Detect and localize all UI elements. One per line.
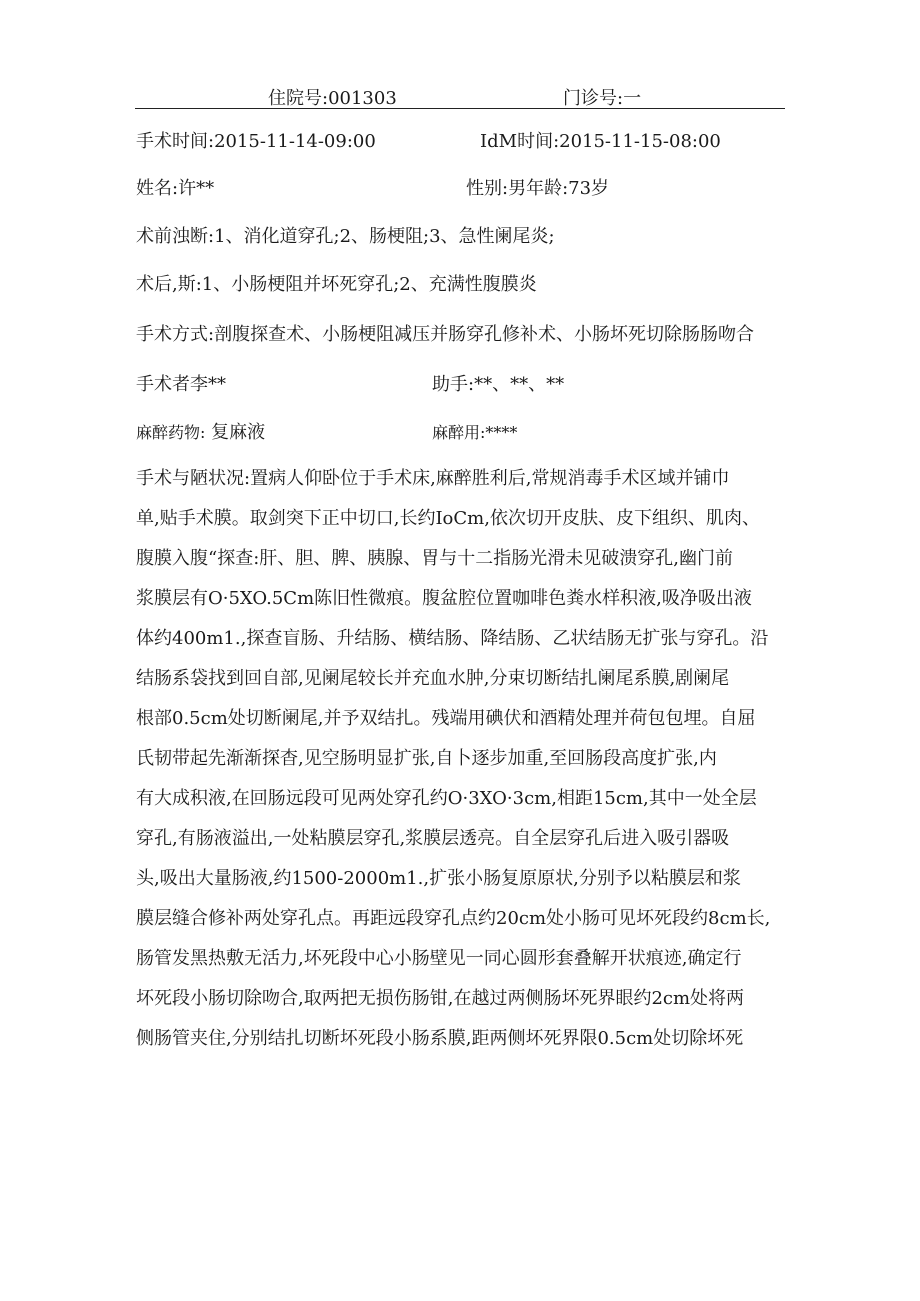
narrative-line: 氏韧带起先渐渐探杳,见空肠明显扩张,自卜逐步加重,至回肠段高度扩张,内 [136, 748, 717, 769]
patient-name: 姓名:许** [136, 178, 215, 199]
narrative-line: 手术与陋状况:置病人仰卧位于手术床,麻醉胜利后,常规消毒手术区域并铺巾 [136, 468, 730, 489]
clinic-label: 门诊号: [563, 88, 624, 109]
narrative-line: 头,吸出大量肠液,约1500-2000m1.,扩张小肠复原原状,分别予以粘膜层和浆 [136, 868, 741, 889]
narrative-line: 肠管发黑热敷无活力,坏死段中心小肠壁见一同心圆形套叠解开状痕迹,确定行 [136, 948, 742, 969]
narrative-line: 穿孔,有肠液溢出,一处粘膜层穿孔,浆膜层透亮。自全层穿孔后进入吸引器吸 [136, 828, 730, 849]
admission-number [268, 84, 397, 110]
admission-label: 住院号: [268, 88, 329, 109]
clinic-value: 一 [623, 88, 642, 109]
narrative-line: 侧肠管夹住,分别结扎切断坏死段小肠系膜,距两侧坏死界限0.5cm处切除坏死 [136, 1028, 744, 1049]
postop-diagnosis: 术后,斯:1、小肠梗阻并坏死穿孔;2、充满性腹膜炎 [136, 274, 537, 295]
idm-time: IdM时间:2015-11-15-08:00 [480, 131, 721, 152]
narrative-line: 浆膜层有O·5XO.5Cm陈旧性微痕。腹盆腔位置咖啡色粪水样积液,吸净吸出液 [136, 588, 752, 609]
procedure: 手术方式:剖腹探查术、小肠梗阻减压并肠穿孔修补术、小肠坏死切除肠肠吻合 [136, 324, 755, 345]
anesthesia-use: 麻醉用:**** [432, 423, 518, 442]
narrative-line: 有大成积液,在回肠远段可见两处穿孔约O·3XO·3cm,相距15cm,其中一处全层 [136, 788, 757, 809]
admission-value: 001303 [328, 88, 397, 109]
narrative-line: 腹膜入腹“探查:肝、胆、脾、胰腺、胃与十二指肠光滑未见破溃穿孔,幽门前 [136, 548, 733, 569]
surgery-narrative [136, 459, 786, 1059]
surgeon: 手术者李** [136, 374, 226, 395]
assistant: 助手:**、**、** [432, 374, 565, 395]
narrative-line: 坏死段小肠切除吻合,取两把无损伤肠钳,在越过两侧肠坏死界眼约2cm处将两 [136, 988, 745, 1009]
narrative-line: 膜层缝合修补两处穿孔点。再距远段穿孔点约20cm处小肠可见坏死段约8cm长, [136, 908, 771, 929]
narrative-line: 单,贴手术膜。取剑突下正中切口,长约IoCm,依次切开皮肤、皮下组织、肌肉、 [136, 508, 760, 529]
preop-diagnosis: 术前浊断:1、消化道穿孔;2、肠梗阻;3、急性阑尾炎; [136, 226, 555, 247]
narrative-line: 体约400m1.,探查盲肠、升结肠、横结肠、降结肠、乙状结肠无扩张与穿孔。沿 [136, 628, 769, 649]
record-header [135, 82, 785, 109]
anesthetic-drug [136, 418, 265, 444]
narrative-line: 根部0.5cm处切断阑尾,并予双结扎。残端用碘伏和酒精处理并荷包包埋。自屈 [136, 708, 756, 729]
anesthetic-label: 麻醉药物: [136, 423, 206, 442]
surgery-time: 手术时间:2015-11-14-09:00 [136, 131, 376, 152]
gender-age: 性别:男年龄:73岁 [466, 178, 610, 199]
clinic-number [563, 84, 641, 110]
narrative-line: 结肠系袋找到回自部,见阑尾较长并充血水肿,分束切断结扎阑尾系膜,剧阑尾 [136, 668, 730, 689]
anesthetic-value: 复麻液 [211, 422, 266, 443]
